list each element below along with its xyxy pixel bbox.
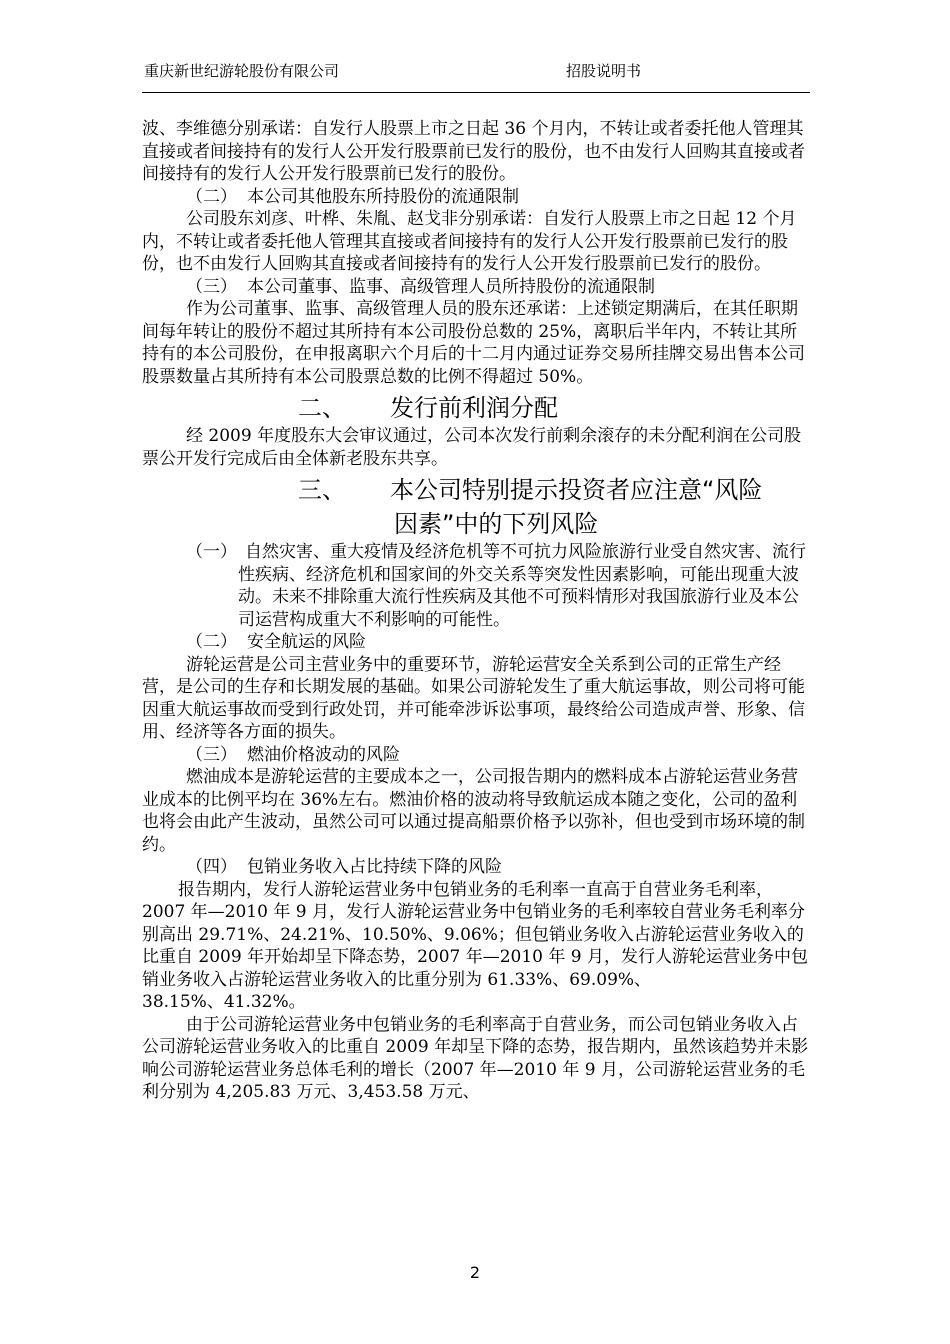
header-company: 重庆新世纪游轮股份有限公司 (144, 62, 340, 80)
section-title: 发行前利润分配 (390, 394, 558, 422)
page-header (142, 58, 810, 93)
section-number: 三、 (298, 476, 346, 504)
subheading-number: （二） (186, 632, 237, 652)
risk-item-force-majeure (142, 541, 812, 631)
document-body (142, 118, 812, 1104)
paragraph-package-trend: 由于公司游轮运营业务中包销业务的毛利率高于自营业务，而公司包销业务收入占公司游轮运营业务收入的比重自 2009 年却呈下降的态势，报告期内，虽然该趋势并未影响公司游轮运营业务总体毛利的增长（2007 年—2010 年 9 月，公司游轮运营业务的毛利分别为 4,205.83 万元、3,453.58 万元、 (142, 1014, 809, 1102)
subheading-number: （二） (186, 186, 237, 207)
paragraph-lockup-founders: 波、李维德分别承诺：自发行人股票上市之日起 36 个月内，不转让或者委托他人管理其直接或者间接持有的发行人公开发行股票前已发行的股份，也不由发行人回购其直接或者间接持有的发行人公开发行股票前已发行的股份。 (142, 119, 805, 184)
section-heading-risk-factors (142, 473, 812, 541)
paragraph-fuel: 燃油成本是游轮运营的主要成本之一，公司报告期内的燃料成本占游轮运营业务营业成本的比例平均在 36%左右。燃油价格的波动将导致航运成本随之变化，公司的盈利也将会由此产生波动，虽然公司可以通过提高船票价格予以弥补，但也受到市场环境的制约。 (142, 767, 805, 855)
subheading-directors (142, 276, 812, 299)
section-number: 二、 (298, 394, 346, 422)
paragraph-profit-distribution: 经 2009 年度股东大会审议通过，公司本次发行前剩余滚存的未分配利润在公司股票公开发行完成后由全体新老股东共享。 (142, 426, 802, 469)
subheading-number: （三） (186, 744, 237, 765)
risk-number: （一） (186, 542, 237, 562)
subheading-title: 本公司其他股东所持股份的流通限制 (247, 186, 519, 207)
paragraph-package-tail: 38.15%、41.32%。 (142, 992, 306, 1012)
paragraph-other-shareholders: 公司股东刘彦、叶桦、朱胤、赵戈非分别承诺：自发行人股票上市之日起 12 个月内，不转让或者委托他人管理其直接或者间接持有的发行人公开发行股票前已发行的股份，也不由发行人回购其直接或者间接持有的发行人公开发行股票前已发行的股份。 (142, 209, 797, 274)
subheading-title: 包销业务收入占比持续下降的风险 (247, 857, 502, 877)
paragraph-directors: 作为公司董事、监事、高级管理人员的股东还承诺：上述锁定期满后，在其任职期间每年转让的股份不超过其所持有本公司股份总数的 25%，离职后半年内，不转让其所持有的本公司股份，在申报离职六个月后的十二月内通过证券交易所挂牌交易出售本公司股票数量占其所持有本公司股票总数的比例不得超过 50%。 (142, 299, 805, 387)
subheading-title: 燃油价格波动的风险 (247, 744, 400, 765)
page-number: 2 (469, 1263, 481, 1282)
risk-text: 自然灾害、重大疫情及经济危机等不可抗力风险旅游行业受自然灾害、流行性疾病、经济危机和国家间的外交关系等突发性因素影响，可能出现重大波动。未来不排除重大流行性疾病及其他不可预料情形对我国旅游行业及本公司运营构成重大不利影响的可能性。 (238, 542, 806, 630)
subheading-title: 本公司董事、监事、高级管理人员所持股份的流通限制 (247, 276, 655, 297)
subheading-package-sales (142, 856, 812, 879)
subheading-safety (142, 631, 812, 654)
paragraph-safety: 游轮运营是公司主营业务中的重要环节，游轮运营安全关系到公司的正常生产经营，是公司的生存和长期发展的基础。如果公司游轮发生了重大航运事故，则公司将可能因重大航运事故而受到行政处罚，并可能牵涉诉讼事项，最终给公司造成声誉、形象、信用、经济等各方面的损失。 (142, 654, 805, 742)
header-doc-title: 招股说明书 (566, 62, 642, 80)
subheading-number: （四） (186, 857, 237, 877)
subheading-title: 安全航运的风险 (247, 632, 366, 652)
section-heading-profit-distribution (142, 391, 812, 425)
subheading-number: （三） (186, 276, 237, 297)
subheading-other-shareholders (142, 186, 812, 209)
paragraph-package-intro: 报告期内，发行人游轮运营业务中包销业务的毛利率一直高于自营业务毛利率， (178, 879, 773, 900)
paragraph-package-details: 2007 年—2010 年 9 月，发行人游轮运营业务中包销业务的毛利率较自营业务毛利率分别高出 29.71%、24.21%、10.50%、9.06%；但包销业务收入占游轮运营业务收入的比重自 2009 年开始却呈下降态势，2007 年—2010 年 9 月，发行人游轮运营业务中包销业务收入占游轮运营业务收入的比重分别为 61.33%、69.09%、 (142, 902, 809, 990)
section-title-line1: 本公司特别提示投资者应注意“风险 (390, 476, 763, 504)
section-title-line2: 因素”中的下列风险 (394, 510, 599, 538)
subheading-fuel (142, 744, 812, 767)
